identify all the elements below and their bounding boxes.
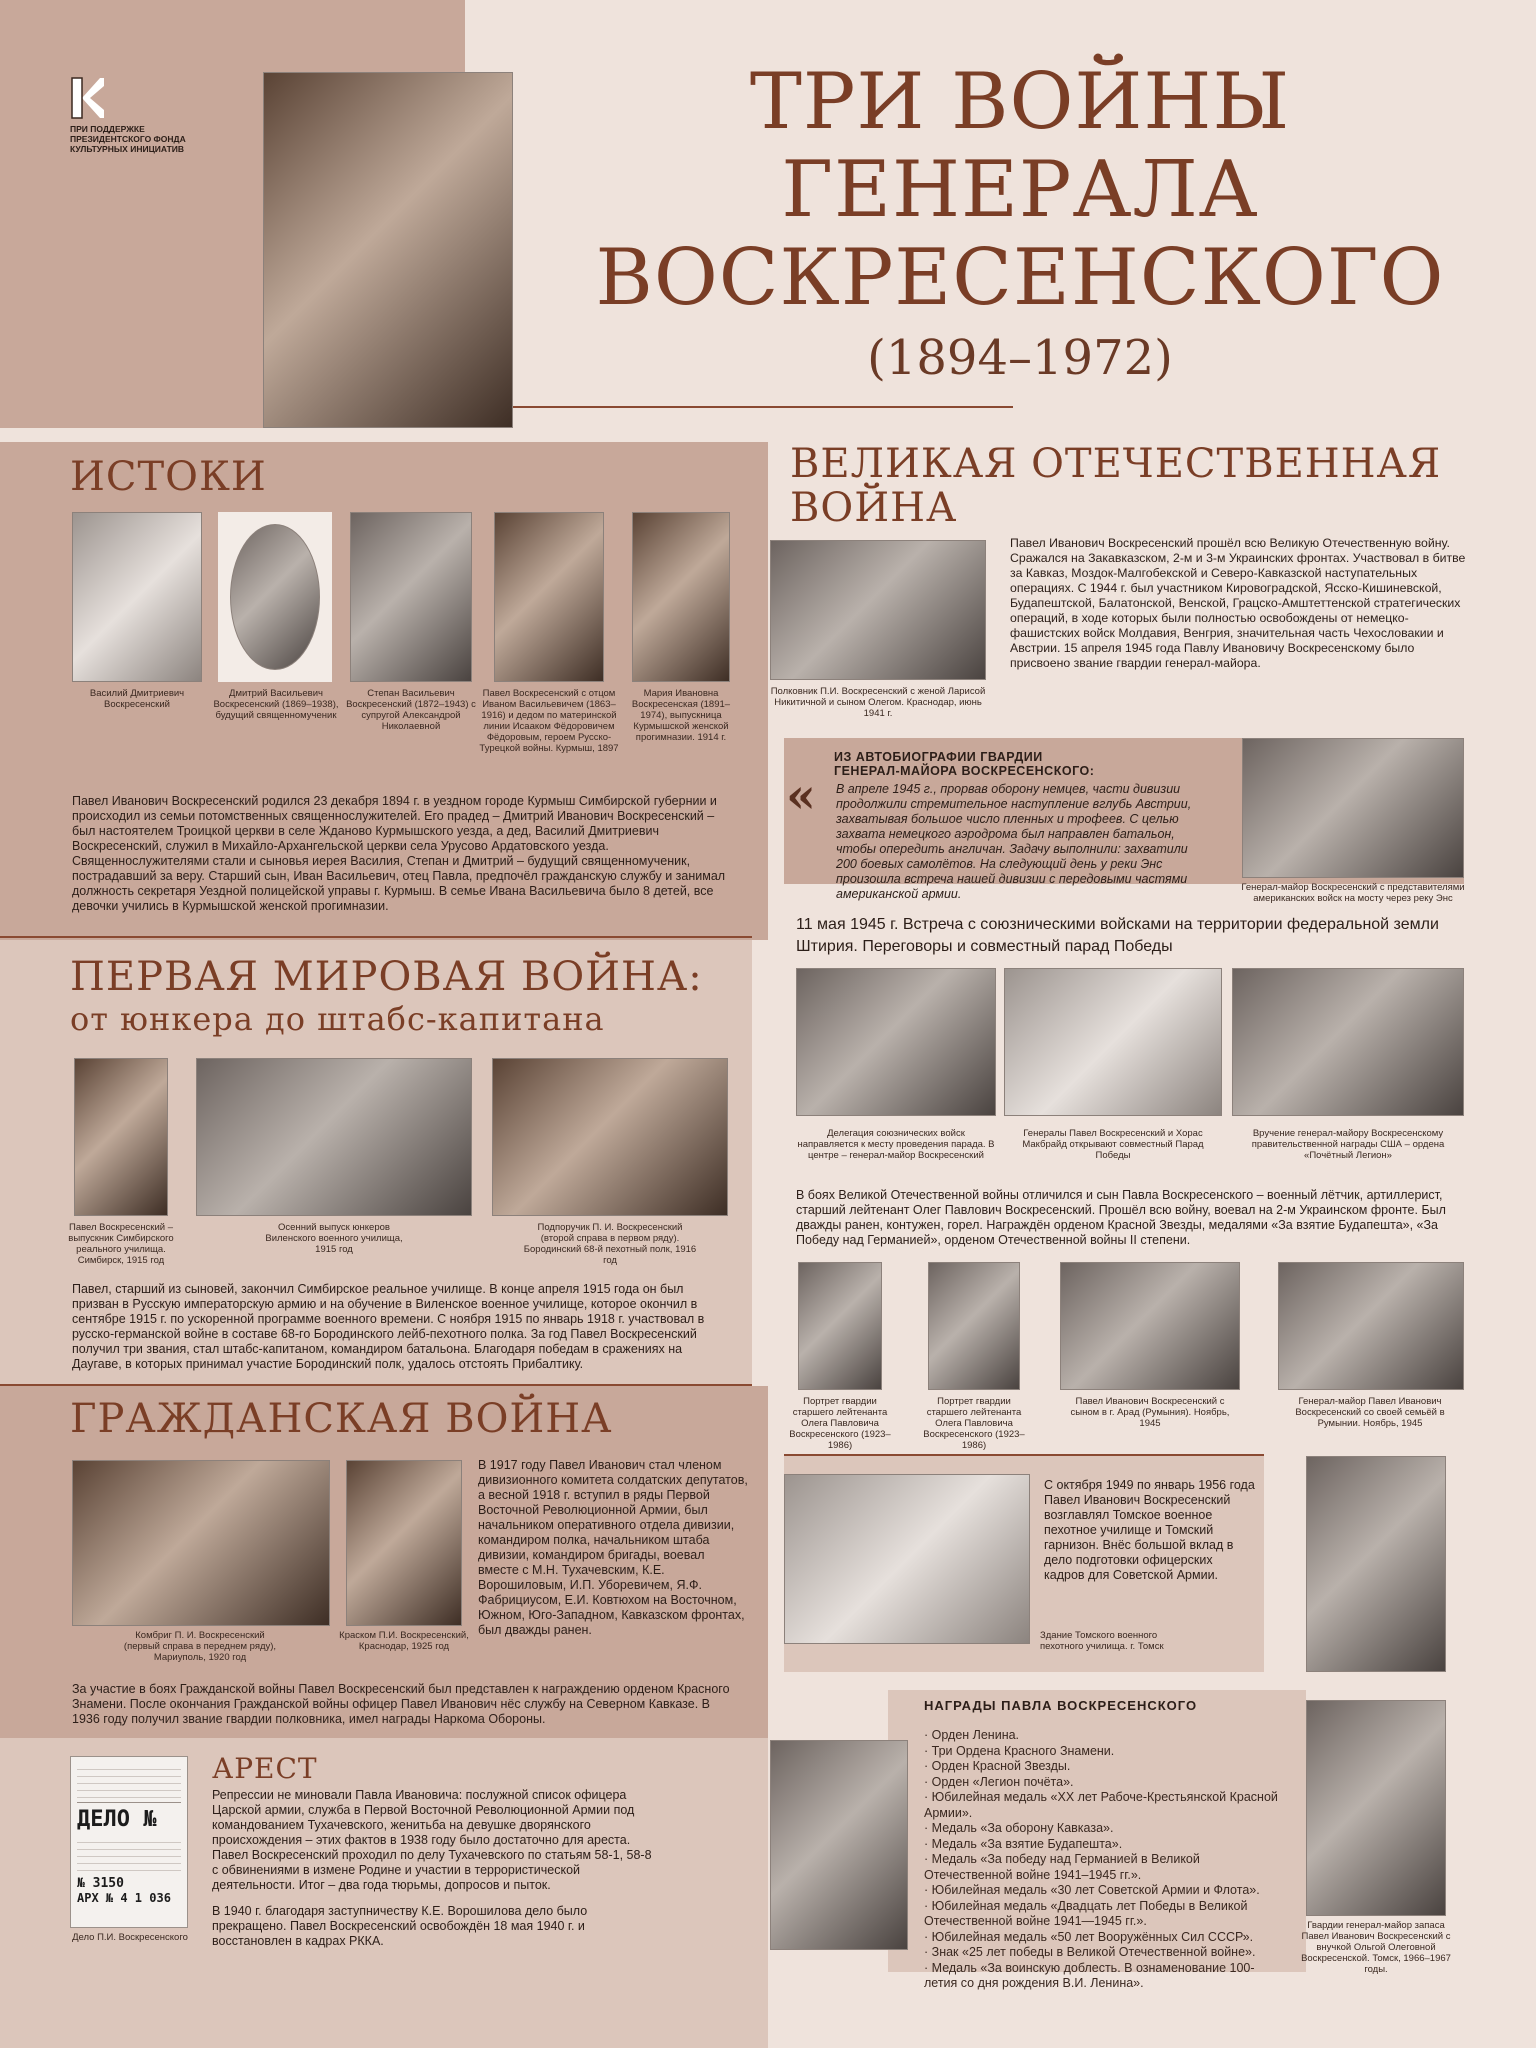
istoki-photo-3 [350, 512, 472, 682]
civil-title: ГРАЖДАНСКАЯ ВОЙНА [70, 1396, 613, 1442]
awards-portrait [770, 1740, 908, 1950]
istoki-caption-5: Мария Ивановна Воскресенская (1891–1974), выпускница Курмышской женской прогимназии. 1914 г. [631, 688, 731, 743]
autobio-quote: В апреле 1945 г., прорвав оборону немцев, части дивизии продолжили стремительное наступление вглубь Австрии, захватывая большое число пленных и трофеев. С целью захвата немецкого аэродрома был направлен батальон, чтобы опередить англичан. Задачу выполнили: захватили 200 боевых самолётов. На следующий день у реки Энс произошла встреча нашей дивизии с передовыми частями американской армии. [836, 782, 1192, 901]
civil-caption-2: Краском П.И. Воскресенский, Краснодар, 1925 год [339, 1630, 469, 1652]
istoki-caption-3: Степан Васильевич Воскресенский (1872–1943) с супругой Александрой Николаевной [346, 688, 476, 732]
meeting-heading: 11 мая 1945 г. Встреча с союзническими войсками на территории федеральной земли Штирия. Переговоры и совместный парад Победы [796, 916, 1439, 955]
civil-text-right: В 1917 году Павел Иванович стал членом дивизионного комитета солдатских депутатов, а весной 1918 г. вступил в ряды Первой Восточной Революционной Армии, был начальником оперативного отдела дивизии, командиром полка, начальником штаба дивизии, командиром бригады, воевал вместе с М.Н. Тухачевским, К.Е. Ворошиловым, И.П. Уборевичем, Я.Ф. Фабрициусом, Е.И. Ковтюхом на Восточном, Южном, Юго-Западном, Кавказском фронтах, был дважды ранен. [478, 1458, 748, 1637]
fund-logo [70, 76, 220, 154]
meeting-caption-2: Генералы Павел Воскресенский и Хорас Макбрайд открывают совместный Парад Победы [1022, 1128, 1204, 1161]
ww1-photo-2 [196, 1058, 472, 1216]
awards-list [924, 1728, 1284, 1992]
autobio-heading: ИЗ АВТОБИОГРАФИИ ГВАРДИИ ГЕНЕРАЛ-МАЙОРА ВОСКРЕСЕНСКОГО: [834, 750, 1095, 778]
award-item: · Юбилейная медаль «XX лет Рабоче-Крестьянской Красной Армии». [924, 1790, 1284, 1821]
case-file-document [70, 1756, 188, 1928]
son-caption-4: Генерал-майор Павел Иванович Воскресенский со своей семьёй в Румынии. Ноябрь, 1945 [1295, 1396, 1445, 1429]
award-item: · Медаль «За победу над Германией в Великой Отечественной войне 1941–1945 гг.». [924, 1852, 1284, 1883]
arrest-text-2: В 1940 г. благодаря заступничеству К.Е. Ворошилова дело было прекращено. Павел Воскресенский освобождён 18 мая 1940 г. и восстановлен в кадрах РККА. [212, 1904, 588, 1948]
meeting-photo-1 [796, 968, 996, 1116]
istoki-caption-4: Павел Воскресенский с отцом Иваном Васильевичем (1863–1916) и дедом по материнской линии Исааком Фёдоровичем Фёдоровым, героем Русско-Турецкой войны. Курмыш, 1897 [479, 688, 619, 754]
ww1-rule [0, 1384, 752, 1386]
civil-caption-1: Комбриг П. И. Воскресенский (первый справа в переднем ряду), Мариуполь, 1920 год [123, 1630, 277, 1663]
gpw-title: ВЕЛИКАЯ ОТЕЧЕСТВЕННАЯ ВОЙНА [790, 441, 1442, 531]
civil-text-bottom: За участие в боях Гражданской войны Павел Воскресенский был представлен к награждению орденом Красного Знамени. После окончания Гражданской войны офицер Павел Иванович нёс службу на Северном Кавказе. В 1936 году получил звание гвардии полковника, имел награды Наркома Обороны. [72, 1682, 730, 1726]
award-item: · Медаль «За взятие Будапешта». [924, 1837, 1284, 1853]
son-rule [784, 1454, 1264, 1456]
istoki-photo-4 [494, 512, 604, 682]
civil-photo-1 [72, 1460, 330, 1626]
ww1-title: ПЕРВАЯ МИРОВАЯ ВОЙНА: [70, 954, 703, 1000]
ww1-caption-2: Осенний выпуск юнкеров Виленского военного училища, 1915 год [265, 1222, 403, 1255]
award-item: · Медаль «За оборону Кавказа». [924, 1821, 1284, 1837]
ww1-caption-3: Подпоручик П. И. Воскресенский (второй справа в первом ряду). Бородинский 68-й пехотный полк, 1916 год [523, 1222, 697, 1266]
civil-photo-2 [346, 1460, 462, 1626]
meeting-photo-2 [1004, 968, 1222, 1116]
arrest-title: АРЕСТ [212, 1752, 318, 1785]
istoki-rule [0, 936, 752, 938]
autobio-quote-mark: « [786, 768, 816, 824]
son-photo-3 [1060, 1262, 1240, 1390]
istoki-caption-2: Дмитрий Васильевич Воскресенский (1869–1938), будущий священномученик [213, 688, 339, 721]
general-late-portrait [1306, 1456, 1446, 1672]
son-caption-3: Павел Иванович Воскресенский с сыном в г. Арад (Румыния). Ноябрь, 1945 [1070, 1396, 1230, 1429]
granddaughter-photo [1306, 1700, 1446, 1916]
title-underline [513, 406, 1013, 408]
son-photo-4 [1278, 1262, 1464, 1390]
istoki-text: Павел Иванович Воскресенский родился 23 декабря 1894 г. в уездном городе Курмыш Симбирской губернии и происходил из семьи потомственных священнослужителей. Его прадед – Дмитрий Иванович Воскресенский – был настоятелем Троицкой церкви в селе Жданово Курмышского уезда, а дед, Василий Дмитриевич Воскресенский, служил в Михайло-Архангельской церкви села Урусово Ардатовского уезда. Священнослужителями стали и сыновья иерея Василия, Степан и Дмитрий – будущий священномученик, пострадавший за веру. Старший сын, Иван Васильевич, отец Павла, предпочёл гражданскую службу и занимал должность секретаря Уездной полицейской управы г. Курмыш. В семье Ивана Васильевича было 8 детей, все девочки учились в Курмышской женской прогимназии. [72, 794, 726, 913]
ww1-photo-3 [492, 1058, 728, 1216]
arrest-text-1: Репрессии не миновали Павла Ивановича: послужной список офицера Царской армии, служба в Первой Восточной Революционной Армии под командованием Тухачевского, женитьба на девушке дворянского происхождения – этих фактов в 1938 году было достаточно для ареста. Павел Воскресенский проходил по делу Тухачевского по статьям 58-1, 58-8 с обвинениями в измене Родине и участии в террористической деятельности. Итог – два года тюрьмы, допросов и пыток. [212, 1788, 652, 1892]
autobio-photo-caption: Генерал-майор Воскресенский с представителями американских войск на мосту через реку Энс [1241, 882, 1465, 904]
arrest-caption: Дело П.И. Воскресенского [72, 1932, 188, 1943]
award-item: · Медаль «За воинскую доблесть. В ознаменование 100-летия со дня рождения В.И. Ленина». [924, 1961, 1284, 1992]
ww1-text: Павел, старший из сыновей, закончил Симбирское реальное училище. В конце апреля 1915 года он был призван в Русскую императорскую армию и на обучение в Виленское военное училище, которое окончил в сентябре 1915 г. по ускоренной программе военного времени. С ноября 1915 по январь 1918 г. участвовал в русско-германской войне в составе 68-го Бородинского лейб-пехотного полка. За год Павел Воскресенский получил три звания, стал штабс-капитаном, командиром батальона. Благодаря победам в сражениях на Даугаве, в которых принимал участие Бородинский полк, удалось отстоять Прибалтику. [72, 1282, 705, 1371]
award-item: · Юбилейная медаль «Двадцать лет Победы в Великой Отечественной войне 1941—1945 гг.». [924, 1899, 1284, 1930]
award-item: · Три Ордена Красного Знамени. [924, 1744, 1284, 1760]
son-caption-2: Портрет гвардии старшего лейтенанта Олега Павловича Воскресенского (1923–1986) [923, 1396, 1025, 1451]
award-item: · Орден «Легион почёта». [924, 1775, 1284, 1791]
fund-logo-icon [70, 76, 104, 120]
ww1-caption-1: Павел Воскресенский – выпускник Симбирского реального училища. Симбирск, 1915 год [68, 1222, 174, 1266]
son-caption-1: Портрет гвардии старшего лейтенанта Олега Павловича Воскресенского (1923–1986) [789, 1396, 891, 1451]
award-item: · Знак «25 лет победы в Великой Отечественной войне». [924, 1945, 1284, 1961]
gpw-family-caption: Полковник П.И. Воскресенский с женой Ларисой Никитичной и сыном Олегом. Краснодар, июнь 1941 г. [770, 686, 986, 719]
istoki-photo-2 [218, 512, 332, 682]
case-file-ref: № 3150 [77, 1876, 124, 1891]
case-file-archive: АРХ № 4 1 036 [77, 1891, 171, 1905]
award-item: · Юбилейная медаль «30 лет Советской Армии и Флота». [924, 1883, 1284, 1899]
autobio-photo [1242, 738, 1464, 878]
awards-title: НАГРАДЫ ПАВЛА ВОСКРЕСЕНСКОГО [924, 1698, 1198, 1713]
gpw-family-photo [770, 540, 986, 680]
tomsk-caption: Здание Томского военного пехотного училища. г. Томск [1040, 1630, 1164, 1652]
award-item: · Орден Ленина. [924, 1728, 1284, 1744]
award-item: · Юбилейная медаль «50 лет Вооружённых Сил СССР». [924, 1930, 1284, 1946]
oval-portrait [230, 524, 320, 670]
son-photo-2 [928, 1262, 1020, 1390]
meeting-caption-3: Вручение генерал-майору Воскресенскому правительственной награды США – ордена «Почётный Легион» [1251, 1128, 1445, 1161]
son-photo-1 [798, 1262, 882, 1390]
case-file-number: ДЕЛО № [77, 1807, 157, 1832]
page-title: ТРИ ВОЙНЫ ГЕНЕРАЛА ВОСКРЕСЕНСКОГО [595, 57, 1445, 323]
gpw-text: Павел Иванович Воскресенский прошёл всю Великую Отечественную войну. Сражался на Закавказском, 2-м и 3-м Украинских фронтах. Участвовал в битве за Кавказ, Моздок-Малгобекской и Северо-Кавказской наступательных операциях. С 1944 г. был участником Кировоградской, Ясско-Кишиневской, Будапештской, Балатонской, Венской, Грацско-Амштеттенской стратегических операций, в ходе которых были полностью освобождены от немецко-фашистских войск Молдавия, Венгрия, значительная часть Чехословакии и Австрии. 15 апреля 1945 года Павлу Ивановичу Воскресенскому было присвоено звание гвардии генерал-майора. [1010, 536, 1466, 670]
meeting-caption-1: Делегация союзнических войск направляется к месту проведения парада. В центре – генерал-майор Воскресенский [797, 1128, 995, 1161]
ww1-subtitle: от юнкера до штабс-капитана [70, 1000, 605, 1038]
istoki-title: ИСТОКИ [70, 454, 267, 500]
son-text: В боях Великой Отечественной войны отличился и сын Павла Воскресенского – военный лётчик, артиллерист, старший лейтенант Олег Павлович Воскресенский. Прошёл всю войну, воевал на 2-м Украинском фронте. Был дважды ранен, контужен, горел. Награждён орденом Красной Звезды, медалями «За взятие Будапешта», «За Победу над Германией», орденом Отечественной войны II степени. [796, 1188, 1446, 1247]
istoki-photo-1 [72, 512, 202, 682]
tomsk-school-photo [784, 1474, 1030, 1644]
ww1-photo-1 [74, 1058, 168, 1216]
award-item: · Орден Красной Звезды. [924, 1759, 1284, 1775]
istoki-photo-5 [632, 512, 730, 682]
years-range: (1894–1972) [867, 330, 1173, 386]
fund-logo-text: ПРИ ПОДДЕРЖКЕ ПРЕЗИДЕНТСКОГО ФОНДА КУЛЬТУРНЫХ ИНИЦИАТИВ [70, 124, 186, 154]
granddaughter-caption: Гвардии генерал-майор запаса Павел Иванович Воскресенский с внучкой Ольгой Олеговной Воскресенской. Томск, 1966–1967 годы. [1301, 1920, 1451, 1975]
general-portrait [263, 72, 513, 428]
tomsk-text: С октября 1949 по январь 1956 года Павел Иванович Воскресенский возглавлял Томское военное пехотное училище и Томский гарнизон. Внёс большой вклад в дело подготовки офицерских кадров для Советской Армии. [1044, 1478, 1255, 1582]
istoki-caption-1: Василий Дмитриевич Воскресенский [89, 688, 185, 710]
meeting-photo-3 [1232, 968, 1464, 1116]
